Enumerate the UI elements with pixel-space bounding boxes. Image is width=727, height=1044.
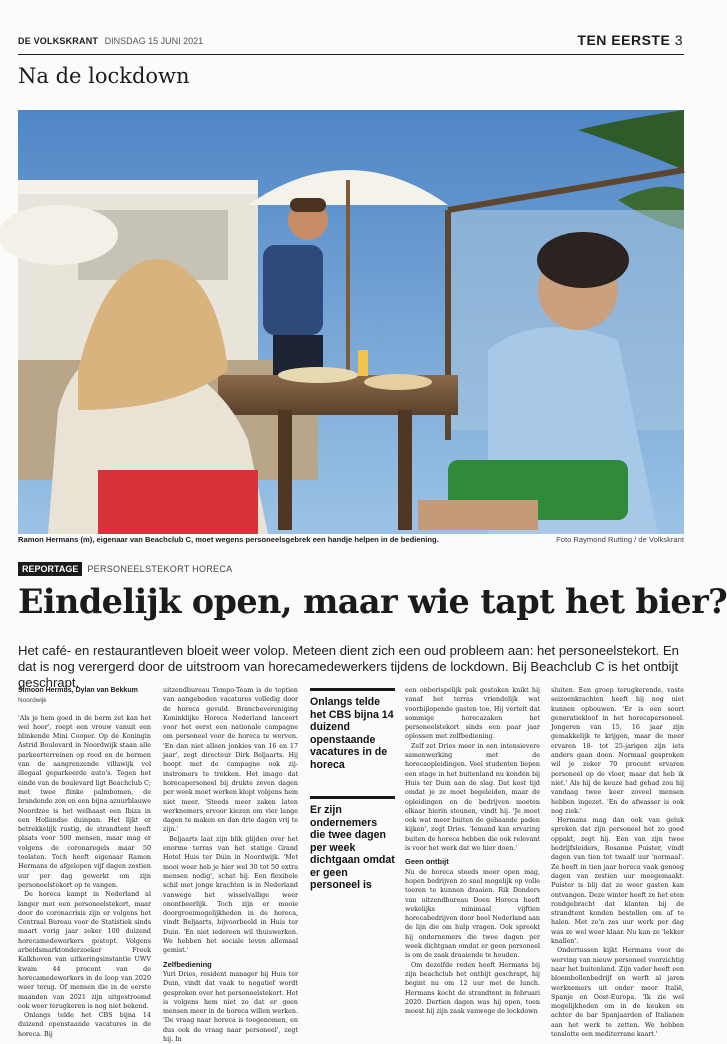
paragraph: een onberispelijk pak gestoken knikt hij vanaf het terras vriendelijk wat voorbijlopende gasten toe. Hij vertelt dat sommige horecazaken het personeelstekort sinds een paar jaar oplossen met zelfbediening.: [405, 687, 540, 741]
genre-tag: REPORTAGE: [18, 562, 82, 576]
article-column-2: [163, 686, 298, 1043]
article-tagline: [18, 561, 232, 577]
paragraph: Nu de horeca steeds meer open mag, hopen bedrijven zo snel mogelijk op volle toeren te kunnen draaien. Rik Donders van uitzendbureau Doen Horeca heeft wekelijks minimaal vijftien horecabedrijven door heel Nederland aan de lijn die om hulp vragen. Ook spreekt hij ondernemers die twee dagen per week dichtgaan omdat er geen personeel is om de zaak draaiende te houden.: [405, 868, 540, 960]
photo-caption: Ramon Hermans (m), eigenaar van Beachclub C, moet wegens personeelsgebrek een handje helpen in de bediening.: [18, 535, 439, 544]
paragraph: Onlangs telde het CBS bijna 14 duizend openstaande vacatures in de horeca. Bij: [18, 1012, 151, 1038]
newspaper-name: DE VOLKSKRANT: [18, 36, 99, 46]
paragraph: uitzendbureau Tempo-Team is de toptien van aangeboden vacatures volledig door de horeca gevuld. Branchevereniging Koninklijke Horeca Nederland lanceert voor het eerst een nationale campagne om personeel voor de horeca te werven. 'En dan niet alleen jonkies van 16 en 17 jaar', zegt directeur Dirk Beljaarts. Hij hoopt met de campagne ook zij-instromers te trekken. Het imago dat horecapersoneel bij drukte zeven dagen per week moet werken klopt volgens hem niet meer. 'Steeds meer zaken laten werknemers ervoor kiezen om vier lange dagen te maken en dan drie dagen vrij te zijn.': [163, 687, 298, 834]
paragraph: Beljaarts laat zijn blik glijden over het enorme terras van het statige Grand Hotel Huis ter Duin in Noordwijk. 'Met mooi weer heb je hier wel 30 tot 50 extra mensen nodig', schat hij. Een flexibele schil met jonge krachten is in Nederland vanwege het wisselvallige weer onontbeerlijk. Toch zijn er mooie doorgroeimogelijkheden in de horeca, vindt Beljaarts, bijvoorbeeld in Huis ter Duin. 'En niet iedereen wil thuiswerken. We hebben het sociale leven allemaal gemist.': [163, 835, 298, 955]
subheading: Zelfbediening: [163, 959, 212, 969]
article-column-3: [405, 686, 540, 1016]
masthead: [18, 32, 683, 52]
article-intro: Het café- en restaurantleven bloeit weer volop. Meteen dient zich een oud probleem aan: het personeelstekort. En dat is nog verergerd door de uitstroom van horecamedewerkers tijdens de lockdown. Bij Beachclub C is het ontbijt geschrapt.: [18, 643, 679, 690]
pullquote-rule: [310, 688, 395, 691]
beachclub-photo: [18, 110, 684, 534]
article-column-4: [551, 686, 684, 1038]
paragraph: Yuri Dries, resident manager bij Huis ter Duin, vindt dat vaak te negatief wordt gesproken over het personeelstekort. Het is volgens hem niet zo dat er geen mensen meer in de horeca willen werken. 'De vraag naar horeca is toegenomen, en dus ook de vraag naar personeel', zegt hij. In: [163, 970, 298, 1043]
dateline: Noordwijk: [18, 697, 47, 705]
paragraph: sluiten. Een groep terugkerende, vaste seizoenkrachten heeft hij nog niet kunnen opbouwen. 'Er is een soort generatiekloof in het horecapersoneel. Jongeren van 15, 16 jaar zijn gemakkelijk te krijgen, maar de meer ervaren 18- tot 25-jarigen zijn iets anders gaan doen. Normaal gesproken wil je zeker 70 procent ervaren personeel op de vloer, maar dat heb ik niet.' Als hij de keuze had gehad zou hij vandaag twee keer zoveel mensen hebben ingezet. 'En de afwasser is ook nog ziek.': [551, 687, 684, 815]
masthead-rule: [18, 54, 684, 55]
article-headline: Eindelijk open, maar wie tapt het bier?: [18, 582, 727, 621]
paragraph: Ondertussen kijkt Hermans voor de werving van nieuw personeel voorzichtig naar het buitenland. Zijn vader heeft een bloembollenbedrijf en werft al jaren werknemers uit onder meer Italië, Spanje en Oost-Europa. 'Ik zie wel mogelijkheden om in de keuken en achter de bar Spanjaarden of Italianen aan het werk te zetten. We hebben tenslotte een mediterrane kaart.': [551, 947, 684, 1038]
article-column-1: [18, 686, 151, 1038]
pullquote-rule: [310, 796, 395, 799]
section-name: TEN EERSTE: [577, 32, 671, 48]
subheading: Geen ontbijt: [405, 857, 449, 867]
page-number: 3: [674, 32, 683, 48]
topic-tag: PERSONEELSTEKORT HORECA: [87, 564, 233, 574]
photo-caption-row: [18, 535, 684, 544]
photo-credit: Foto Raymond Rutting / de Volkskrant: [556, 535, 684, 544]
paragraph: Zelf zet Dries meer in een intensievere samenwerking met de horecaopleidingen. Veel studenten liepen een stage in het buitenland nu konden bij Huis ter Duin aan de slag. Dat kost tijd omdat je ze moet begeleiden, maar de opleidingen en de bedrijven moeten elkaar hierin steunen, vindt hij. 'Je moet ook wat meer buiten de gebaande paden kijken', zegt Dries. 'Iemand kan ervaring buiten de horeca hebben die ook relevant is voor het werk dat we hier doen.': [405, 742, 540, 853]
pullquote-1: Onlangs telde het CBS bijna 14 duizend openstaande vacatures in de horeca: [310, 696, 394, 771]
article-photo: [18, 110, 684, 534]
paragraph: Hermans mag dan ook van geluk spreken dat zijn personeel het zo goed oppakt, zegt hij. Een van zijn twee bedrijfsleiders, Rosanne Puister, vindt dagen van tien tot twaalf uur 'normaal'. Ze heeft in tien jaar horeca vaak genoeg dagen van zestien uur meegemaakt. Puister is blij dat ze weer gasten kan ontvangen. Deze winter heeft ze het eten rondgebracht dat klanten bij de strandtent konden bestellen om af te halen. Met zo'n zes uur werk per dag was ze wel weer klaar. Nu kan ze 'lekker knallen'.: [551, 817, 684, 946]
pullquote-2: Er zijn ondernemers die twee dagen per week dichtgaan omdat er geen personeel is: [310, 804, 395, 891]
paragraph: 'Als je hem goed in de berm zet kan het wel hoor', roept een vrouw vanuit een blinkende Mini Cooper. Op de Koningin Astrid Boulevard in Noordwijk staan alle parkeerterreinen op rood en de bermen van de aangrenzende villawijk vol illegaal geparkeerde auto's. Tegen het einde van de boulevard ligt Beachclub C; met twee flinke palmbomen, de brandende zon en een bijna azuurblauwe Noordzee is het welhaast een Ibiza in een Hollandse duinpan. Het lijkt er betrekkelijk rustig, de strandtent heeft plaats voor 500 mensen, maar mag er volgens de coronaregels maar 50 toelaten. Toch heeft eigenaar Ramon Hermans de afgelopen vijf dagen zestien uur per dag gewerkt om zijn personeelstekort op te vangen.: [18, 714, 151, 889]
issue-date: DINSDAG 15 JUNI 2021: [104, 36, 204, 46]
paragraph: Om dezelfde reden heeft Hermans bij zijn beachclub het ontbijt geschrapt, hij begint nu om 12 uur met de lunch. Hermans kocht de strandtent in februari 2020. Dertien dagen was hij open, toen moest hij zijn zaak vanwege de lockdown: [405, 961, 540, 1016]
section-label: [577, 32, 683, 48]
byline: Simoon Hermus, Dylan van Bekkum: [18, 687, 138, 694]
section-title: Na de lockdown: [18, 64, 190, 88]
paragraph: De horeca kampt in Nederland al langer met een personeelstekort, maar door de coronacrisis zijn er volgens het Centraal Bureau voor de Statistiek sinds maart vorig jaar zeker 100 duizend horecamedewerkers gestopt. Volgens arbeidsmarktonderzoeker Freek Kalkhoven van uitkeringsinstantie UWV kwam 44 procent van de horecamedewerkers in de loop van 2020 weer terug. Of mensen die in de eerste maanden van 2021 zijn uitgestroomd ook weer terugkeren is nog niet bekend.: [18, 891, 151, 1010]
